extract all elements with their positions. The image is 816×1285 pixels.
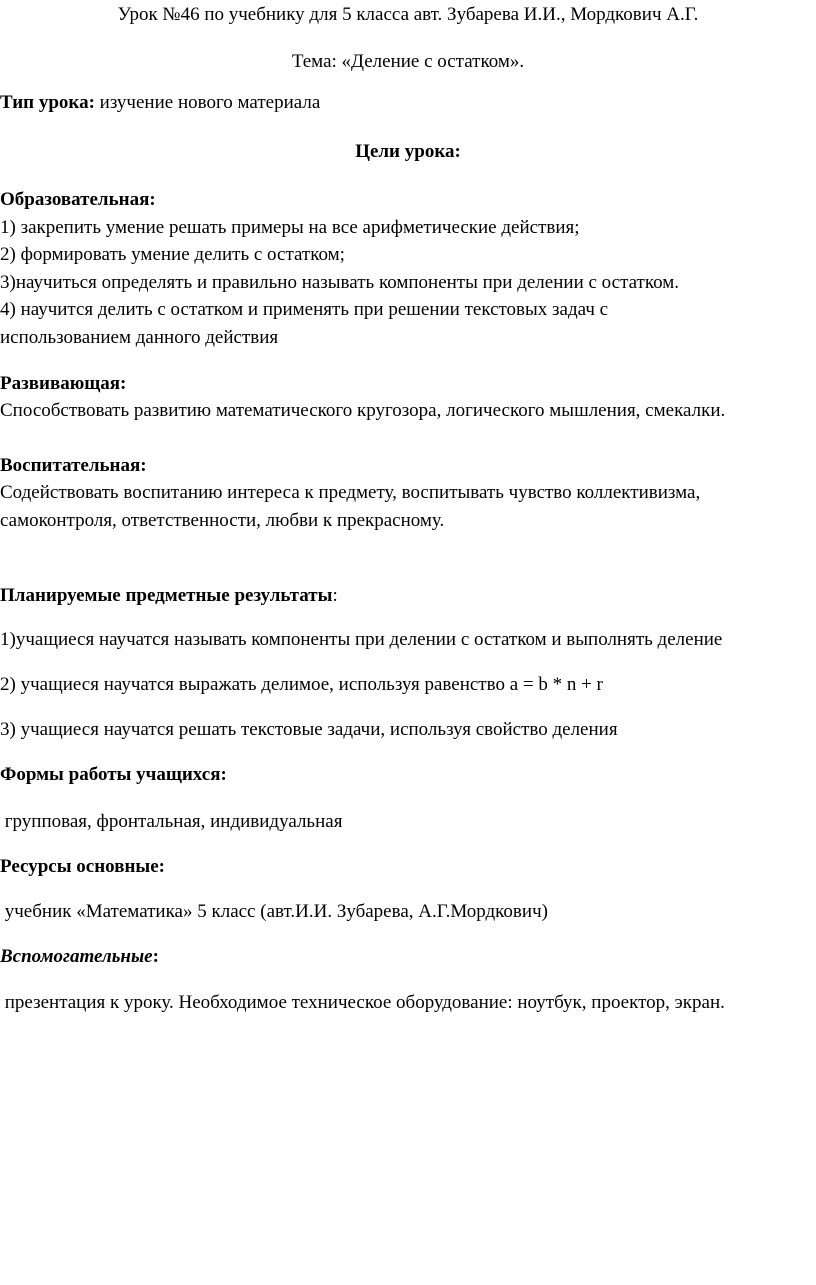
auxiliary-label: Вспомогательные [0,946,153,967]
list-item: 2) учащиеся научатся выражать делимое, используя равенство а = b * n + r [0,674,603,695]
work-forms-text: групповая, фронтальная, индивидуальная [0,811,343,832]
planned-results-label: Планируемые предметные результаты [0,585,333,606]
colon: : [152,946,159,967]
auxiliary-heading [0,946,159,968]
developing-heading: Развивающая: [0,373,127,394]
list-item: 1)учащиеся научатся называть компоненты при делении с остатком и выполнять деление [0,629,723,650]
list-item: 1) закрепить умение решать примеры на все арифметические действия; [0,217,580,238]
upbringing-heading: Воспитательная: [0,455,147,476]
educational-heading: Образовательная: [0,189,156,210]
list-item: 2) формировать умение делить с остатком; [0,244,345,265]
lesson-theme: Тема: «Деление с остатком». [291,51,525,72]
lesson-type-label: Тип урока: [0,92,95,113]
list-item: использованием данного действия [0,327,279,348]
list-item: 3) учащиеся научатся решать текстовые задачи, используя свойство деления [0,719,618,740]
lesson-type-value: изучение нового материала [94,92,321,113]
main-resources-text: учебник «Математика» 5 класс (авт.И.И. Зубарева, А.Г.Мордкович) [0,901,548,922]
auxiliary-text: презентация к уроку. Необходимое техническое оборудование: ноутбук, проектор, экран. [0,992,725,1013]
list-item: 4) научится делить с остатком и применять при решении текстовых задач с [0,299,609,320]
upbringing-text: самоконтроля, ответственности, любви к прекрасному. [0,510,445,531]
upbringing-text: Содействовать воспитанию интереса к предмету, воспитывать чувство коллективизма, [0,482,701,503]
colon: : [332,585,338,606]
main-resources-heading: Ресурсы основные: [0,856,165,877]
work-forms-heading: Формы работы учащихся: [0,764,227,785]
planned-results-heading [0,585,338,607]
list-item: 3)научиться определять и правильно называть компоненты при делении с остатком. [0,272,680,293]
document-title: Урок №46 по учебнику для 5 класса авт. Зубарева И.И., Мордкович А.Г. [117,4,699,25]
lesson-type [0,92,320,114]
developing-text: Способствовать развитию математического кругозора, логического мышления, смекалки. [0,400,726,421]
goals-heading: Цели урока: [355,141,461,162]
